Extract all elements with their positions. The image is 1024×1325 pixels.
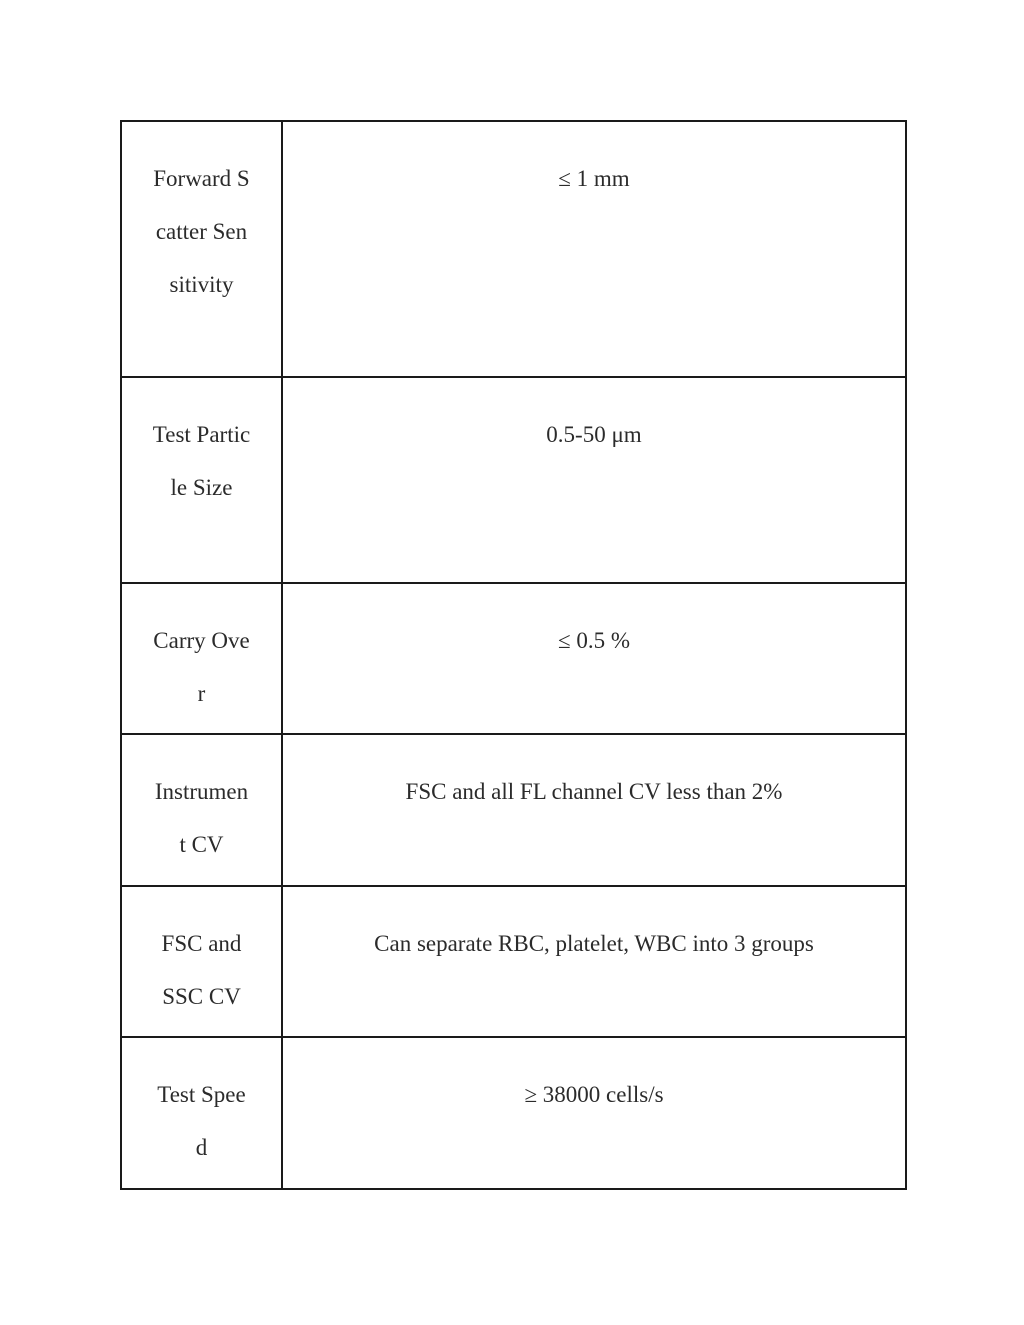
spec-value-cell bbox=[282, 734, 906, 886]
spec-label: Test Speed bbox=[157, 1082, 246, 1160]
spec-label-cell bbox=[121, 583, 282, 734]
table-row bbox=[121, 121, 906, 377]
spec-label: Forward Scatter Sensitivity bbox=[153, 166, 250, 297]
spec-label-cell bbox=[121, 377, 282, 583]
spec-value-cell bbox=[282, 583, 906, 734]
spec-value-cell bbox=[282, 121, 906, 377]
table-row bbox=[121, 1037, 906, 1189]
spec-label: Test Particle Size bbox=[152, 422, 251, 500]
spec-value: ≤ 0.5 % bbox=[557, 628, 631, 653]
spec-value: ≤ 1 mm bbox=[558, 166, 630, 191]
spec-value-cell bbox=[282, 886, 906, 1037]
spec-label-cell bbox=[121, 734, 282, 886]
spec-label: Carry Over bbox=[153, 628, 250, 706]
spec-table bbox=[120, 120, 907, 1190]
spec-label-cell bbox=[121, 121, 282, 377]
spec-value-cell bbox=[282, 377, 906, 583]
spec-label-cell bbox=[121, 886, 282, 1037]
spec-label: Instrument CV bbox=[154, 779, 249, 857]
table-row bbox=[121, 886, 906, 1037]
spec-table-body bbox=[121, 121, 906, 1189]
spec-value: Can separate RBC, platelet, WBC into 3 groups bbox=[374, 931, 814, 956]
spec-value-cell bbox=[282, 1037, 906, 1189]
spec-label-cell bbox=[121, 1037, 282, 1189]
spec-value: 0.5-50 μm bbox=[546, 422, 642, 447]
spec-label: FSC and SSC CV bbox=[161, 931, 242, 1009]
table-row bbox=[121, 583, 906, 734]
spec-value: FSC and all FL channel CV less than 2% bbox=[405, 779, 783, 804]
spec-value: ≥ 38000 cells/s bbox=[524, 1082, 664, 1107]
table-row bbox=[121, 734, 906, 886]
table-row bbox=[121, 377, 906, 583]
